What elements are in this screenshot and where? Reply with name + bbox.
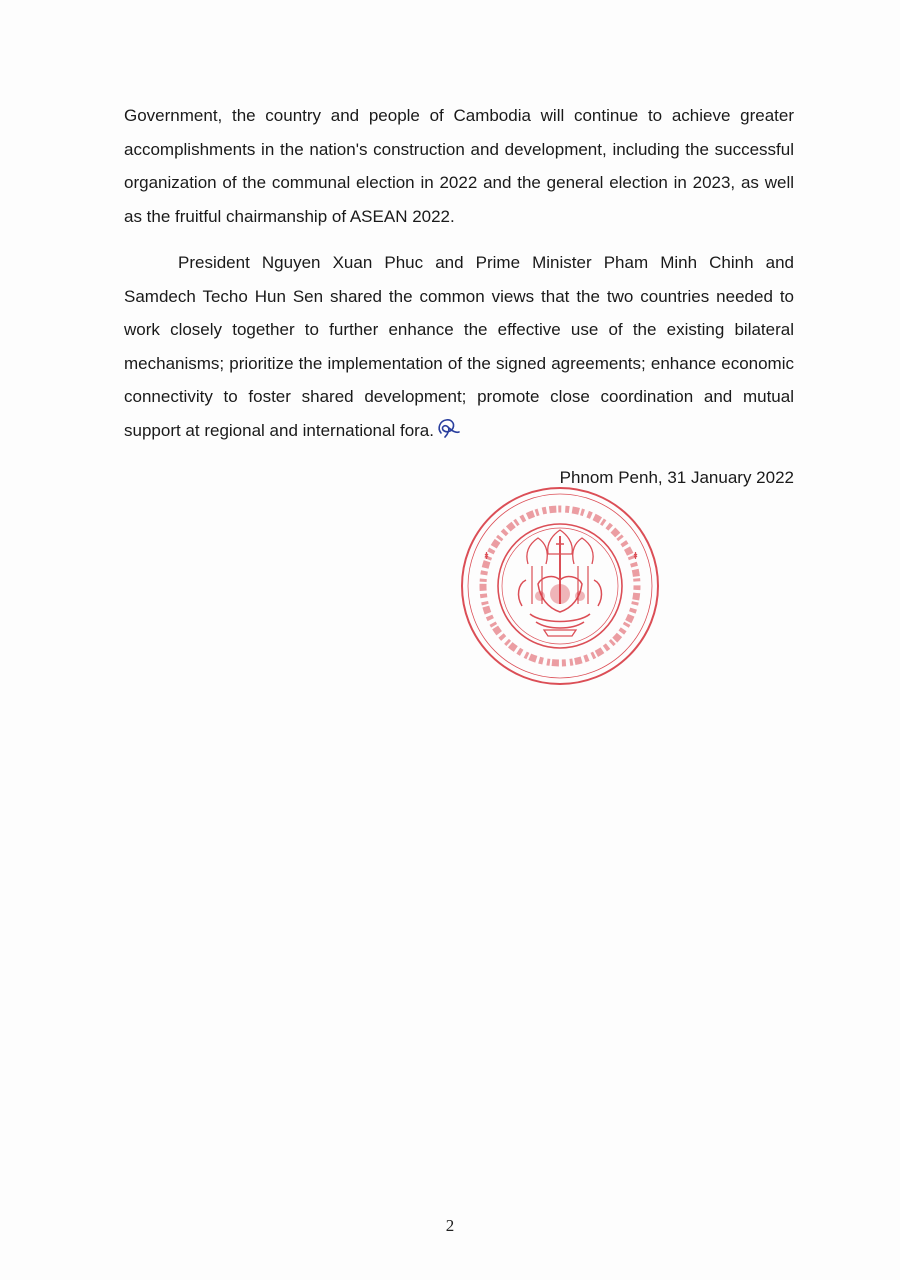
official-seal-icon (458, 484, 662, 688)
page-number: 2 (445, 1216, 455, 1235)
document-body (124, 99, 794, 447)
dateline: Phnom Penh, 31 January 2022 (559, 468, 794, 487)
paragraph-1: Government, the country and people of Cambodia will continue to achieve greater accomplishments in the nation's construction and development, including the successful organization of the communal election in 2022 and the general election in 2023, as well as the fruitful chairmanship of ASEAN 2022. (124, 106, 794, 226)
paragraph-2 (124, 246, 794, 447)
handwritten-initial-icon (435, 418, 461, 440)
paragraph-2-text: President Nguyen Xuan Phuc and Prime Minister Pham Minh Chinh and Samdech Techo Hun Sen shared the common views that the two countries needed to work closely together to further enhance the effective use of the existing bilateral mechanisms; prioritize the implementation of the signed agreements; enhance economic connectivity to foster shared development; promote close coordination and mutual support at regional and international fora. (124, 253, 794, 440)
